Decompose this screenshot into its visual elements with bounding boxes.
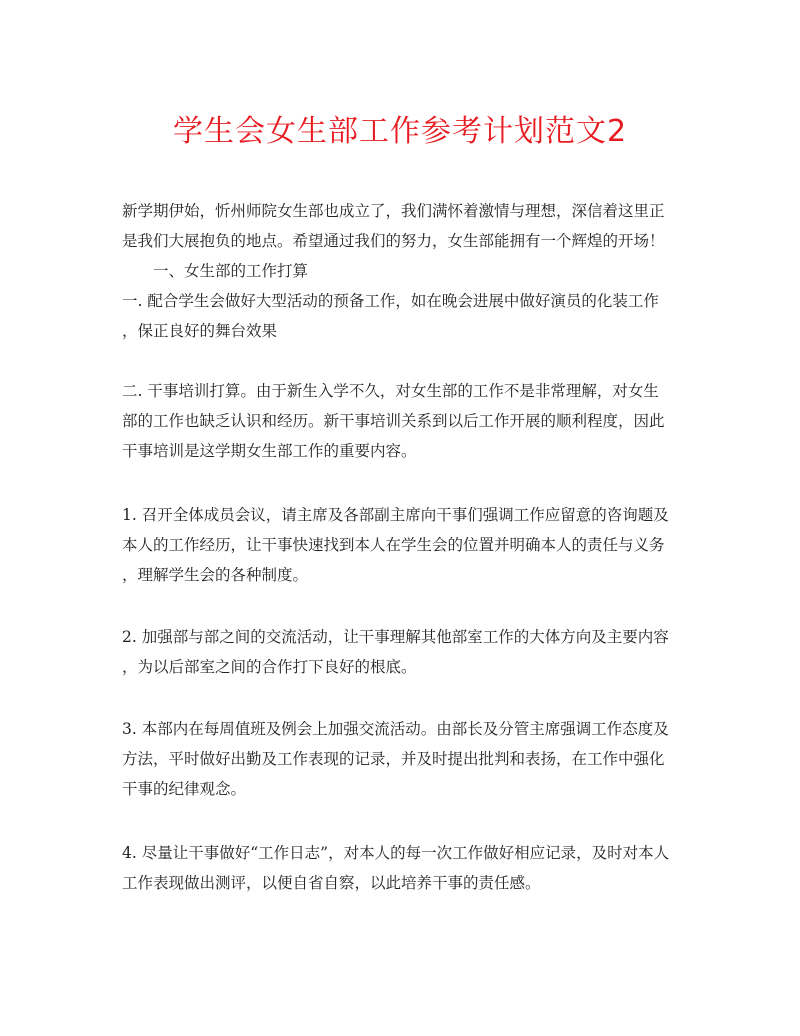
point-one-line: ，理解学生会的各种制度。: [122, 566, 309, 584]
point-three-line: 干事的纪律观念。: [122, 780, 247, 798]
point-three-line: 方法，平时做好出勤及工作表现的记录，并及时提出批判和表扬，在工作中强化: [122, 750, 665, 768]
point-two-paragraph: [122, 622, 682, 682]
item-two-line: 部的工作也缺乏认识和经历。新干事培训关系到以后工作开展的顺利程度，因此: [122, 412, 665, 430]
item-one-line: 一. 配合学生会做好大型活动的预备工作，如在晚会进展中做好演员的化装工作: [122, 292, 659, 310]
item-two-line: 干事培训是这学期女生部工作的重要内容。: [122, 442, 417, 460]
point-four-line: 工作表现做出测评，以便自省自察，以此培养干事的责任感。: [122, 874, 541, 892]
point-two-line: ，为以后部室之间的合作打下良好的根底。: [122, 658, 417, 676]
intro-line: 新学期伊始，忻州师院女生部也成立了，我们满怀着激情与理想，深信着这里正: [122, 202, 665, 220]
intro-line: 是我们大展抱负的地点。希望通过我们的努力，女生部能拥有一个辉煌的开场！: [122, 232, 665, 250]
point-two-line: 2. 加强部与部之间的交流活动，让干事理解其他部室工作的大体方向及主要内容: [122, 628, 669, 646]
point-four-line: 4. 尽量让干事做好“工作日志”，对本人的每一次工作做好相应记录，及时对本人: [122, 844, 670, 862]
point-one-paragraph: [122, 500, 682, 590]
intro-paragraph: [122, 196, 682, 346]
point-one-line: 1. 召开全体成员会议，请主席及各部副主席向干事们强调工作应留意的咨询题及: [122, 506, 669, 524]
section-heading: 一、女生部的工作打算: [153, 262, 309, 280]
point-three-line: 3. 本部内在每周值班及例会上加强交流活动。由部长及分管主席强调工作态度及: [122, 720, 669, 738]
item-two-line: 二. 干事培训打算。由于新生入学不久，对女生部的工作不是非常理解，对女生: [122, 382, 659, 400]
document-title: 学生会女生部工作参考计划范文2: [172, 114, 628, 149]
point-four-paragraph: [122, 838, 682, 898]
item-two-paragraph: [122, 376, 682, 466]
item-one-line: ，保正良好的舞台效果: [122, 322, 278, 340]
point-three-paragraph: [122, 714, 682, 804]
point-one-line: 本人的工作经历，让干事快速找到本人在学生会的位置并明确本人的责任与义务: [122, 536, 665, 554]
